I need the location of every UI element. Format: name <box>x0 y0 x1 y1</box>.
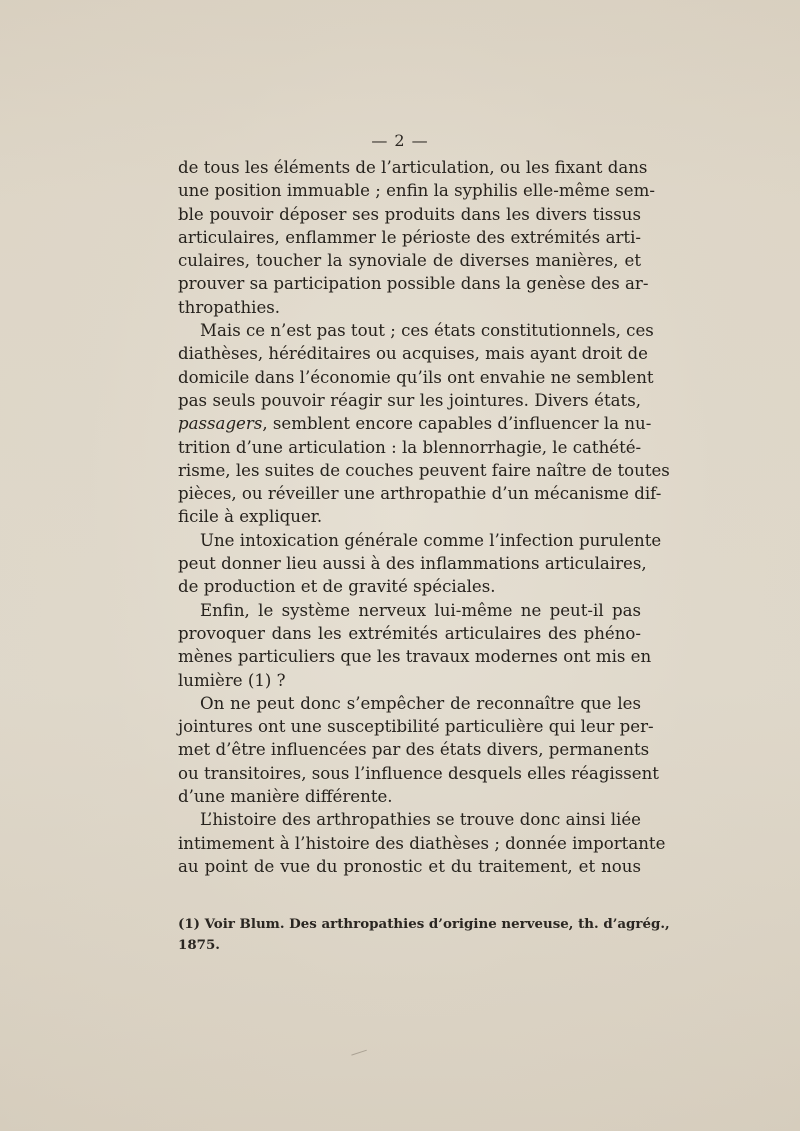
body-line: une position immuable ; enfin la syphilis elle-même sem- <box>178 181 655 201</box>
body-line: On ne peut donc s’empêcher de reconnaître que les <box>200 693 641 713</box>
body-line: ficile à expliquer. <box>178 507 323 527</box>
body-line: provoquer dans les extrémités articulaires des phéno- <box>178 623 641 643</box>
body-line: d’une manière différente. <box>178 787 393 807</box>
body-line: de production et de gravité spéciales. <box>178 577 496 597</box>
body-line: intimement à l’histoire des diathèses ; donnée importante <box>178 833 666 853</box>
body-line: prouver sa participation possible dans la genèse des ar- <box>178 274 649 294</box>
paper-mark <box>351 1050 368 1062</box>
body-line: articulaires, enflammer le périoste des extrémités arti- <box>178 227 641 247</box>
body-line: pièces, ou réveiller une arthropathie d’un mécanisme dif- <box>178 484 662 504</box>
body-line: culaires, toucher la synoviale de diverses manières, et <box>178 251 641 271</box>
footnote-line: (1) Voir Blum. Des arthropathies d’origine nerveuse, th. d’agrég., <box>178 916 670 932</box>
body-line: Une intoxication générale comme l’infection purulente <box>200 530 662 550</box>
body-line: domicile dans l’économie qu’ils ont envahie ne semblent <box>178 367 654 387</box>
footnote-line: 1875. <box>178 937 220 953</box>
body-line-italic: passagers <box>178 414 263 434</box>
body-line: peut donner lieu aussi à des inflammations articulaires, <box>178 554 647 574</box>
body-line: de tous les éléments de l’articulation, ou les fixant dans <box>178 158 648 177</box>
body-line: L’histoire des arthropathies se trouve donc ainsi liée <box>200 810 641 830</box>
body-line: thropathies. <box>178 297 281 317</box>
page-number: — 2 — <box>371 131 429 150</box>
body-line-text: , semblent encore capables d’influencer la nu- <box>262 414 652 434</box>
body-line: lumière (1) ? <box>178 670 286 690</box>
body-line: pas seuls pouvoir réagir sur les jointures. Divers états, <box>178 390 641 410</box>
body-text <box>178 156 670 878</box>
body-line: diathèses, héréditaires ou acquises, mais ayant droit de <box>178 344 648 364</box>
body-line: Mais ce n’est pas tout ; ces états constitutionnels, ces <box>200 321 654 341</box>
footnote <box>178 914 670 956</box>
body-line: met d’être influencées par des états divers, permanents <box>178 740 650 760</box>
body-line: au point de vue du pronostic et du traitement, et nous <box>178 856 641 876</box>
body-line: trition d’une articulation : la blennorrhagie, le cathété- <box>178 437 642 457</box>
body-line: ou transitoires, sous l’influence desquels elles réagissent <box>178 763 659 783</box>
body-line: ble pouvoir déposer ses produits dans les divers tissus <box>178 204 641 224</box>
body-line: Enfin, le système nerveux lui-même ne peut-il pas <box>200 600 641 620</box>
body-line: jointures ont une susceptibilité particulière qui leur per- <box>178 717 654 737</box>
body-line <box>178 412 652 435</box>
body-line: risme, les suites de couches peuvent faire naître de toutes <box>178 460 670 480</box>
body-line: mènes particuliers que les travaux modernes ont mis en <box>178 647 652 667</box>
